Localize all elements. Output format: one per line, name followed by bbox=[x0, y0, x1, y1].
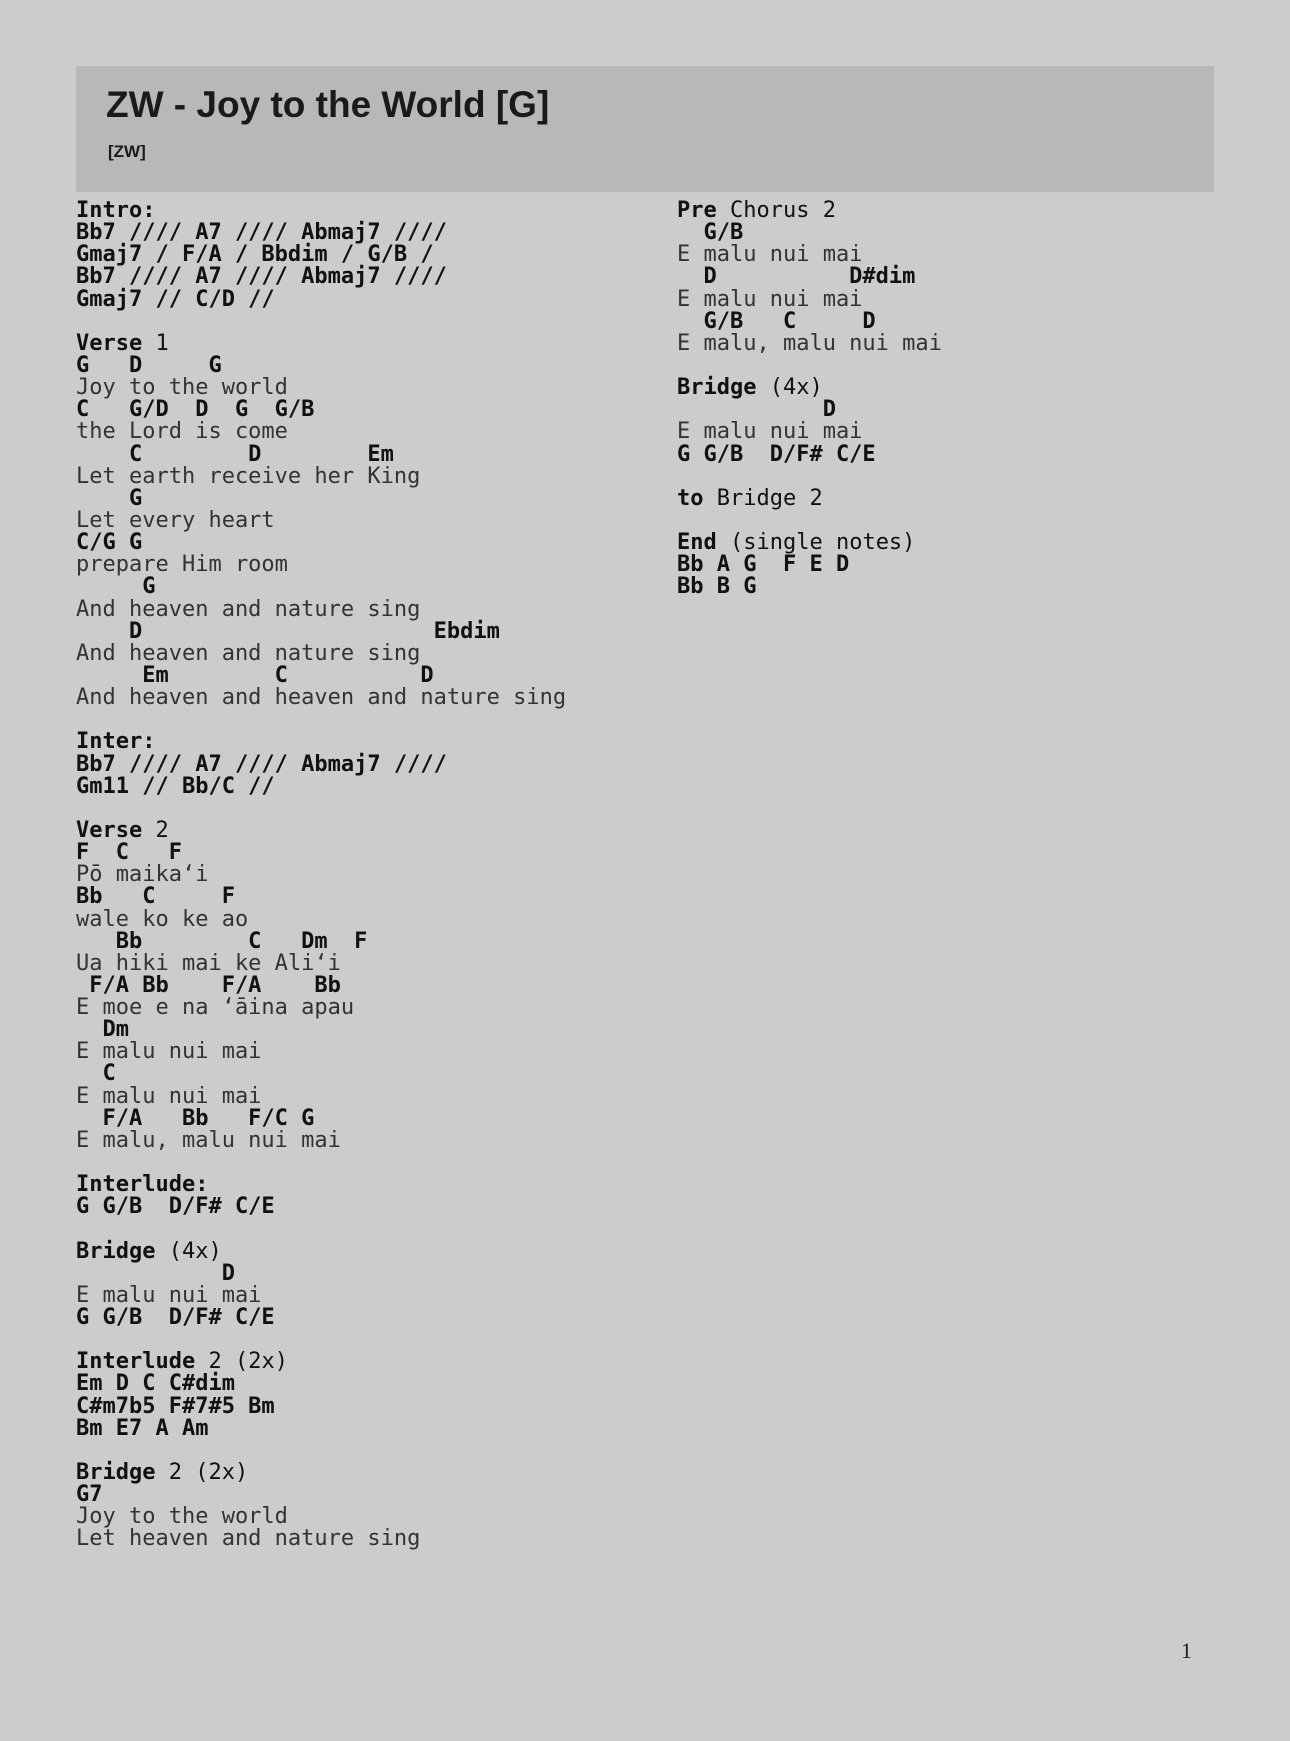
song-header bbox=[76, 66, 1214, 192]
chord-line: F/A Bb F/C G bbox=[76, 1105, 315, 1131]
section-heading: Bridge (4x) bbox=[76, 1238, 222, 1264]
chord-line: D Ebdim bbox=[76, 618, 500, 644]
blank-line bbox=[76, 1440, 566, 1462]
chord-line: Bb7 //// A7 //// Abmaj7 //// bbox=[76, 264, 447, 290]
chord-line: Gm11 // Bb/C // bbox=[76, 773, 275, 799]
lyric-line: Joy to the world bbox=[76, 375, 288, 401]
lyric-line: E malu nui mai bbox=[76, 1083, 262, 1109]
left-column bbox=[76, 200, 566, 1551]
chord-line: C bbox=[76, 1061, 116, 1087]
song-title: ZW - Joy to the World [G] bbox=[106, 84, 550, 125]
section-heading: Inter: bbox=[76, 729, 156, 755]
chord-line: Em D C C#dim bbox=[76, 1371, 235, 1397]
lyric-line: prepare Him room bbox=[76, 552, 288, 578]
chord-line: Bb A G F E D bbox=[677, 552, 850, 578]
chord-line: Dm bbox=[76, 1017, 129, 1043]
chord-line: D D#dim bbox=[677, 264, 916, 290]
chord-line: G/B bbox=[677, 220, 744, 246]
chord-line: G7 bbox=[76, 1482, 103, 1508]
chord-line: Bb C F bbox=[76, 884, 235, 910]
blank-line bbox=[677, 466, 942, 488]
section-heading: Verse 1 bbox=[76, 330, 169, 356]
blank-line bbox=[677, 355, 942, 377]
chord-line: G G/B D/F# C/E bbox=[677, 441, 876, 467]
lyric-line: wale ko ke ao bbox=[76, 906, 249, 932]
chord-line: C G/D D G G/B bbox=[76, 397, 315, 423]
lyric-line: E malu nui mai bbox=[677, 419, 863, 445]
blank-line bbox=[76, 311, 566, 333]
lyric-line: E malu nui mai bbox=[677, 242, 863, 268]
chord-line: G G/B D/F# C/E bbox=[76, 1305, 275, 1331]
blank-line bbox=[76, 709, 566, 731]
lyric-line: Joy to the world bbox=[76, 1504, 288, 1530]
chord-line: Bm E7 A Am bbox=[76, 1415, 209, 1441]
chord-line: Em C D bbox=[76, 662, 434, 688]
right-column bbox=[677, 200, 942, 599]
chord-line: D bbox=[76, 1260, 235, 1286]
section-heading: Intro: bbox=[76, 198, 156, 223]
blank-line bbox=[677, 510, 942, 532]
lyric-line: E malu nui mai bbox=[76, 1282, 262, 1308]
section-heading: Bridge 2 (2x) bbox=[76, 1460, 249, 1486]
lyric-line: And heaven and nature sing bbox=[76, 596, 421, 622]
section-heading: Bridge (4x) bbox=[677, 375, 823, 401]
lyric-line: Let every heart bbox=[76, 507, 275, 533]
lyric-line: E malu, malu nui mai bbox=[76, 1127, 341, 1153]
section-heading: Pre Chorus 2 bbox=[677, 198, 836, 223]
lyric-line: E malu nui mai bbox=[76, 1039, 262, 1065]
lyric-line: E malu nui mai bbox=[677, 286, 863, 312]
section-heading: End (single notes) bbox=[677, 530, 916, 556]
lyric-line: the Lord is come bbox=[76, 419, 288, 445]
lyric-line: And heaven and nature sing bbox=[76, 640, 421, 666]
chord-line: F/A Bb F/A Bb bbox=[76, 972, 341, 998]
lyric-line: Let earth receive her King bbox=[76, 463, 421, 489]
chord-line: Gmaj7 / F/A / Bbdim / G/B / bbox=[76, 242, 434, 268]
song-key-tag: [ZW] bbox=[108, 142, 146, 161]
lyric-line: And heaven and heaven and nature sing bbox=[76, 685, 567, 711]
chord-line: D bbox=[677, 397, 836, 423]
chord-line: C/G G bbox=[76, 530, 143, 556]
chord-line: Gmaj7 // C/D // bbox=[76, 286, 275, 312]
lyric-line: E malu, malu nui mai bbox=[677, 330, 942, 356]
chord-line: Bb B G bbox=[677, 574, 757, 600]
chord-line: G bbox=[76, 574, 156, 600]
chord-line: G G/B D/F# C/E bbox=[76, 1194, 275, 1220]
lyric-line: Let heaven and nature sing bbox=[76, 1526, 421, 1552]
chord-line: G bbox=[76, 485, 143, 511]
chord-line: Bb7 //// A7 //// Abmaj7 //// bbox=[76, 751, 447, 777]
section-heading: to Bridge 2 bbox=[677, 485, 823, 511]
blank-line bbox=[76, 1329, 566, 1351]
blank-line bbox=[76, 1218, 566, 1240]
section-heading: Verse 2 bbox=[76, 817, 169, 843]
blank-line bbox=[76, 798, 566, 820]
chord-line: G/B C D bbox=[677, 308, 876, 334]
blank-line bbox=[76, 1152, 566, 1174]
section-heading: Interlude: bbox=[76, 1172, 209, 1198]
lyric-line: E moe e na ʻāina apau bbox=[76, 995, 355, 1021]
chord-line: Bb7 //// A7 //// Abmaj7 //// bbox=[76, 220, 447, 246]
chord-line: C D Em bbox=[76, 441, 394, 467]
lyric-line: Pō maikaʻi bbox=[76, 862, 209, 888]
chord-line: C#m7b5 F#7#5 Bm bbox=[76, 1393, 275, 1419]
chord-line: F C F bbox=[76, 840, 182, 866]
chord-line: G D G bbox=[76, 352, 222, 378]
page-number: 1 bbox=[1181, 1638, 1192, 1663]
lyric-line: Ua hiki mai ke Aliʻi bbox=[76, 950, 341, 976]
chord-line: Bb C Dm F bbox=[76, 928, 368, 954]
section-heading: Interlude 2 (2x) bbox=[76, 1349, 288, 1375]
